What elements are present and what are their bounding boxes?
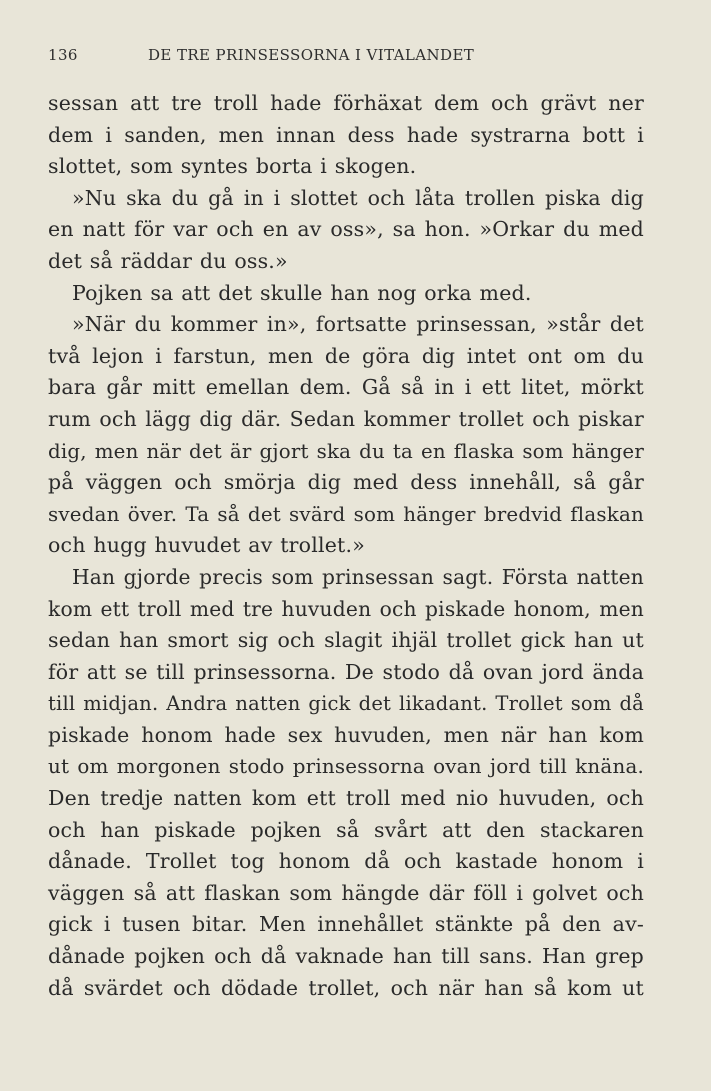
text-line: till midjan. Andra natten gick det likadant. Trollet som då	[48, 692, 644, 716]
text-line: väggen så att flaskan som hängde där föll i golvet och	[48, 880, 644, 905]
text-line: två lejon i farstun, men de göra dig intet ont om du	[48, 343, 644, 368]
text-line: och hugg huvudet av trollet.»	[48, 533, 365, 558]
text-line: och han piskade pojken så svårt att den stackaren	[48, 817, 644, 842]
text-line: »När du kommer in», fortsatte prinsessan, »står det	[72, 312, 644, 337]
running-title: DE TRE PRINSESSORNA I VITALANDET	[148, 46, 475, 64]
text-line: Den tredje natten kom ett troll med nio huvuden, och	[48, 786, 644, 811]
body-text	[48, 88, 644, 1004]
text-line: svedan över. Ta så det svärd som hänger bredvid flaskan	[48, 502, 644, 526]
text-line: Han gjorde precis som prinsessan sagt. Första natten	[72, 564, 644, 589]
text-line: ut om morgonen stodo prinsessorna ovan jord till knäna.	[48, 755, 644, 779]
text-line: kom ett troll med tre huvuden och piskade honom, men	[48, 596, 644, 621]
text-line: sessan att tre troll hade förhäxat dem och grävt ner	[48, 91, 644, 115]
text-line: då svärdet och dödade trollet, och när han så kom ut	[48, 975, 644, 1000]
text-line: en natt för var och en av oss», sa hon. »Orkar du med	[48, 217, 644, 242]
text-line: dånade pojken och då vaknade han till sans. Han grep	[48, 944, 644, 969]
text-line: slottet, som syntes borta i skogen.	[48, 154, 417, 179]
text-line: dem i sanden, men innan dess hade systrarna bott i	[48, 122, 644, 147]
running-head	[48, 46, 648, 68]
page-number: 136	[48, 46, 78, 64]
text-line: piskade honom hade sex huvuden, men när han kom	[48, 722, 644, 747]
text-line: Pojken sa att det skulle han nog orka med.	[72, 280, 532, 305]
text-line: sedan han smort sig och slagit ihjäl trollet gick han ut	[48, 628, 644, 653]
text-line: det så räddar du oss.»	[48, 248, 288, 273]
text-line: gick i tusen bitar. Men innehållet stänkte på den av-	[48, 912, 644, 937]
text-line: rum och lägg dig där. Sedan kommer trollet och piskar	[48, 406, 644, 431]
text-line: dånade. Trollet tog honom då och kastade honom i	[48, 849, 644, 874]
text-line: dig, men när det är gjort ska du ta en flaska som hänger	[48, 439, 644, 463]
text-line: »Nu ska du gå in i slottet och låta trollen piska dig	[72, 185, 644, 210]
text-line: på väggen och smörja dig med dess innehåll, så går	[48, 470, 644, 495]
text-line: bara går mitt emellan dem. Gå så in i ett litet, mörkt	[48, 375, 644, 400]
text-line: för att se till prinsessorna. De stodo då ovan jord ända	[48, 659, 644, 684]
